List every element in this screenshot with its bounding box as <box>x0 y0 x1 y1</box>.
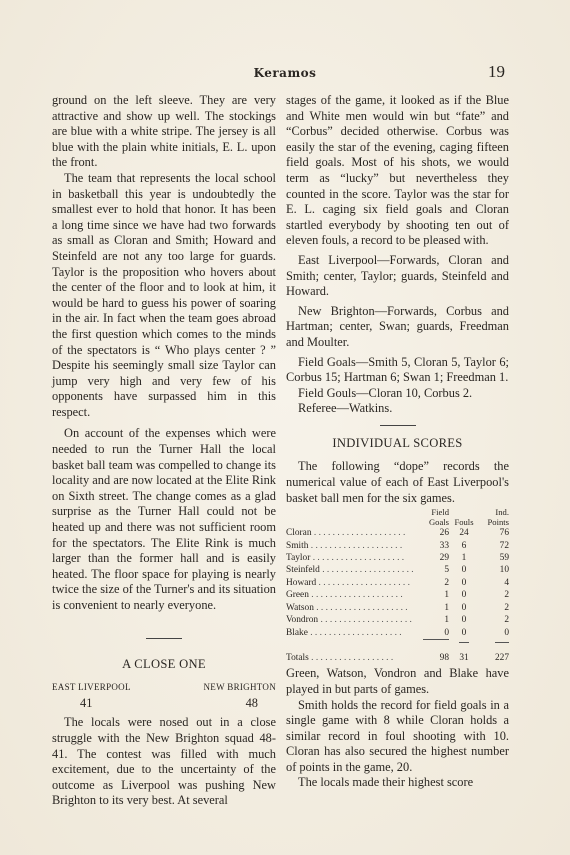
player-goals: 1 <box>444 590 449 601</box>
player-points: 72 <box>499 540 509 551</box>
player-goals: 29 <box>439 553 449 564</box>
player-fouls: 0 <box>461 590 467 601</box>
paragraph: The locals made their highest score <box>298 775 474 790</box>
player-fouls: 0 <box>461 627 467 638</box>
player-fouls: 0 <box>461 565 467 576</box>
player-name: Taylor . . . . . . . . . . . . . . . . . . . . <box>286 553 405 564</box>
paragraph: On account of the expenses which were needed to run the Turner Hall the local basket ball team was compelled to change its locality and are now located at the Elite Rink on Sixth street. The change comes as a glad surprise as the Turner Hall could not be heated up and there was not sufficient room for the spectators. The Elite Rink is much larger than the former hall and is easily heated. The floor space for playing is nearly twice the size of the Turner's and its situation is convenient to nearly everyone. <box>52 426 276 612</box>
paragraph: The team that represents the local school in basketball this year is undoubtedly the smallest ever to hold that honor. It has been a long time since we have had two forwards as small as Cloran and Smith; Howard and Steinfeld are not any too large for guards. Taylor is the proposition who hovers about the center of the floor and to look at him, it would be hard to guess his power of soaring in the air. In fact when the team goes abroad the first question which comes to the minds of the spectators is “ Who plays center ? ” Despite his seemingly small size Taylor can jump very high and very few of his opponents have surpassed him in this respect. <box>52 170 276 419</box>
player-fouls: 0 <box>461 577 467 588</box>
table-row <box>286 602 509 614</box>
paragraph: New Brighton—Forwards, Corbus and Hartman; center, Swan; guards, Freedman and Moulter. <box>286 303 509 349</box>
paragraph: Field Goals—Smith 5, Cloran 5, Taylor 6; Corbus 15; Hartman 6; Swan 1; Freedman 1. <box>286 354 509 385</box>
player-name: Howard . . . . . . . . . . . . . . . . . . . . <box>286 577 410 588</box>
player-name: Blake . . . . . . . . . . . . . . . . . . . . <box>286 627 402 638</box>
col-header-field-goals: Field Goals <box>428 507 449 527</box>
left-column <box>52 93 276 809</box>
paragraph: ground on the left sleeve. They are very attractive and show up well. The stockings are blue with a white stripe. The jersey is all blue with the plain white initials, E. L. upon the front. <box>52 93 276 170</box>
player-goals: 1 <box>444 615 449 626</box>
score-teams-row <box>52 680 276 696</box>
page-header-title: Keramos <box>253 66 317 80</box>
paragraph: Field Gouls—Cloran 10, Corbus 2. <box>298 385 473 400</box>
player-fouls: 0 <box>461 615 467 626</box>
paragraph: Referee—Watkins. <box>298 401 393 416</box>
right-column <box>286 93 509 791</box>
table-row <box>286 552 509 564</box>
player-points: 2 <box>504 602 509 613</box>
player-goals: 33 <box>439 540 449 551</box>
team-a-label: EAST LIVERPOOL <box>52 682 131 693</box>
section-divider <box>380 425 416 426</box>
paragraph: East Liverpool—Forwards, Cloran and Smith; center, Taylor; guards, Steinfeld and Howard. <box>286 252 509 299</box>
player-goals: 5 <box>444 565 449 576</box>
player-points: 2 <box>504 590 509 601</box>
col-header-ind-points: Ind. Points <box>487 507 509 527</box>
paragraph: The locals were nosed out in a close struggle with the New Brighton squad 48-41. The contest was filled with much excitement, due to the uncertainty of the outcome as Liverpool was pushing New Brighton to its very best. At several <box>52 715 276 808</box>
page-number: 19 <box>488 62 505 81</box>
paragraph: The following “dope” records the numerical value of each of East Liverpool's basket ball men for the six games. <box>286 459 509 505</box>
section-divider <box>146 638 182 639</box>
team-b-score: 48 <box>245 695 258 710</box>
player-name: Vondron . . . . . . . . . . . . . . . . . . . . <box>286 615 412 626</box>
player-points: 0 <box>504 627 509 638</box>
paragraph: Smith holds the record for field goals in a single game with 8 while Cloran holds a similar record in foul shooting with 10. Cloran has also secured the highest number of points in the game, 20. <box>286 697 509 774</box>
table-row <box>286 540 509 552</box>
scores-table <box>286 508 509 664</box>
player-goals: 2 <box>444 577 449 588</box>
scores-table-body <box>286 527 509 639</box>
player-name: Steinfeld . . . . . . . . . . . . . . . . . . . . <box>286 565 414 576</box>
paragraph: Green, Watson, Vondron and Blake have played in but parts of games. <box>286 666 509 696</box>
table-row <box>286 527 509 539</box>
player-fouls: 0 <box>461 602 467 613</box>
player-fouls: 1 <box>461 553 467 564</box>
score-values-row <box>52 696 276 712</box>
player-goals: 26 <box>439 528 449 539</box>
player-points: 76 <box>499 528 509 539</box>
player-name: Green . . . . . . . . . . . . . . . . . . . . <box>286 590 403 601</box>
team-b-label: NEW BRIGHTON <box>203 682 276 693</box>
table-row <box>286 627 509 640</box>
player-name: Watson . . . . . . . . . . . . . . . . . . . . <box>286 602 408 613</box>
player-fouls: 6 <box>461 540 467 551</box>
player-goals: 0 <box>444 627 449 638</box>
table-row <box>286 577 509 589</box>
player-fouls: 24 <box>459 528 469 539</box>
section-heading-individual-scores: INDIVIDUAL SCORES <box>332 435 463 450</box>
team-a-score: 41 <box>80 695 93 710</box>
table-row-totals: Totals . . . . . . . . . . . . . . . . . . 98 31 227 <box>286 652 509 663</box>
table-row <box>286 564 509 576</box>
player-name: Cloran . . . . . . . . . . . . . . . . . . . . <box>286 528 406 539</box>
player-points: 2 <box>504 615 509 626</box>
table-row <box>286 614 509 626</box>
scores-table-header <box>286 508 509 527</box>
player-goals: 1 <box>444 602 449 613</box>
player-points: 59 <box>499 553 509 564</box>
player-name: Smith . . . . . . . . . . . . . . . . . . . . <box>286 540 403 551</box>
section-heading-close-one: A CLOSE ONE <box>122 656 206 671</box>
table-row <box>286 589 509 601</box>
paragraph: stages of the game, it looked as if the Blue and White men would win but “fate” and “Corbus” decided otherwise. Corbus was easily the star of the evening, caging fifteen field goals. Most of his shots, we would term as “lucky” but nevertheless they counted in the score. Taylor was the star for E. L. caging six field goals and Cloran startled everybody by shooting ten out of eleven fouls, a record to be pleased with. <box>286 93 509 248</box>
player-points: 4 <box>504 577 509 588</box>
player-points: 10 <box>499 565 509 576</box>
col-header-fouls: Fouls <box>454 516 474 527</box>
